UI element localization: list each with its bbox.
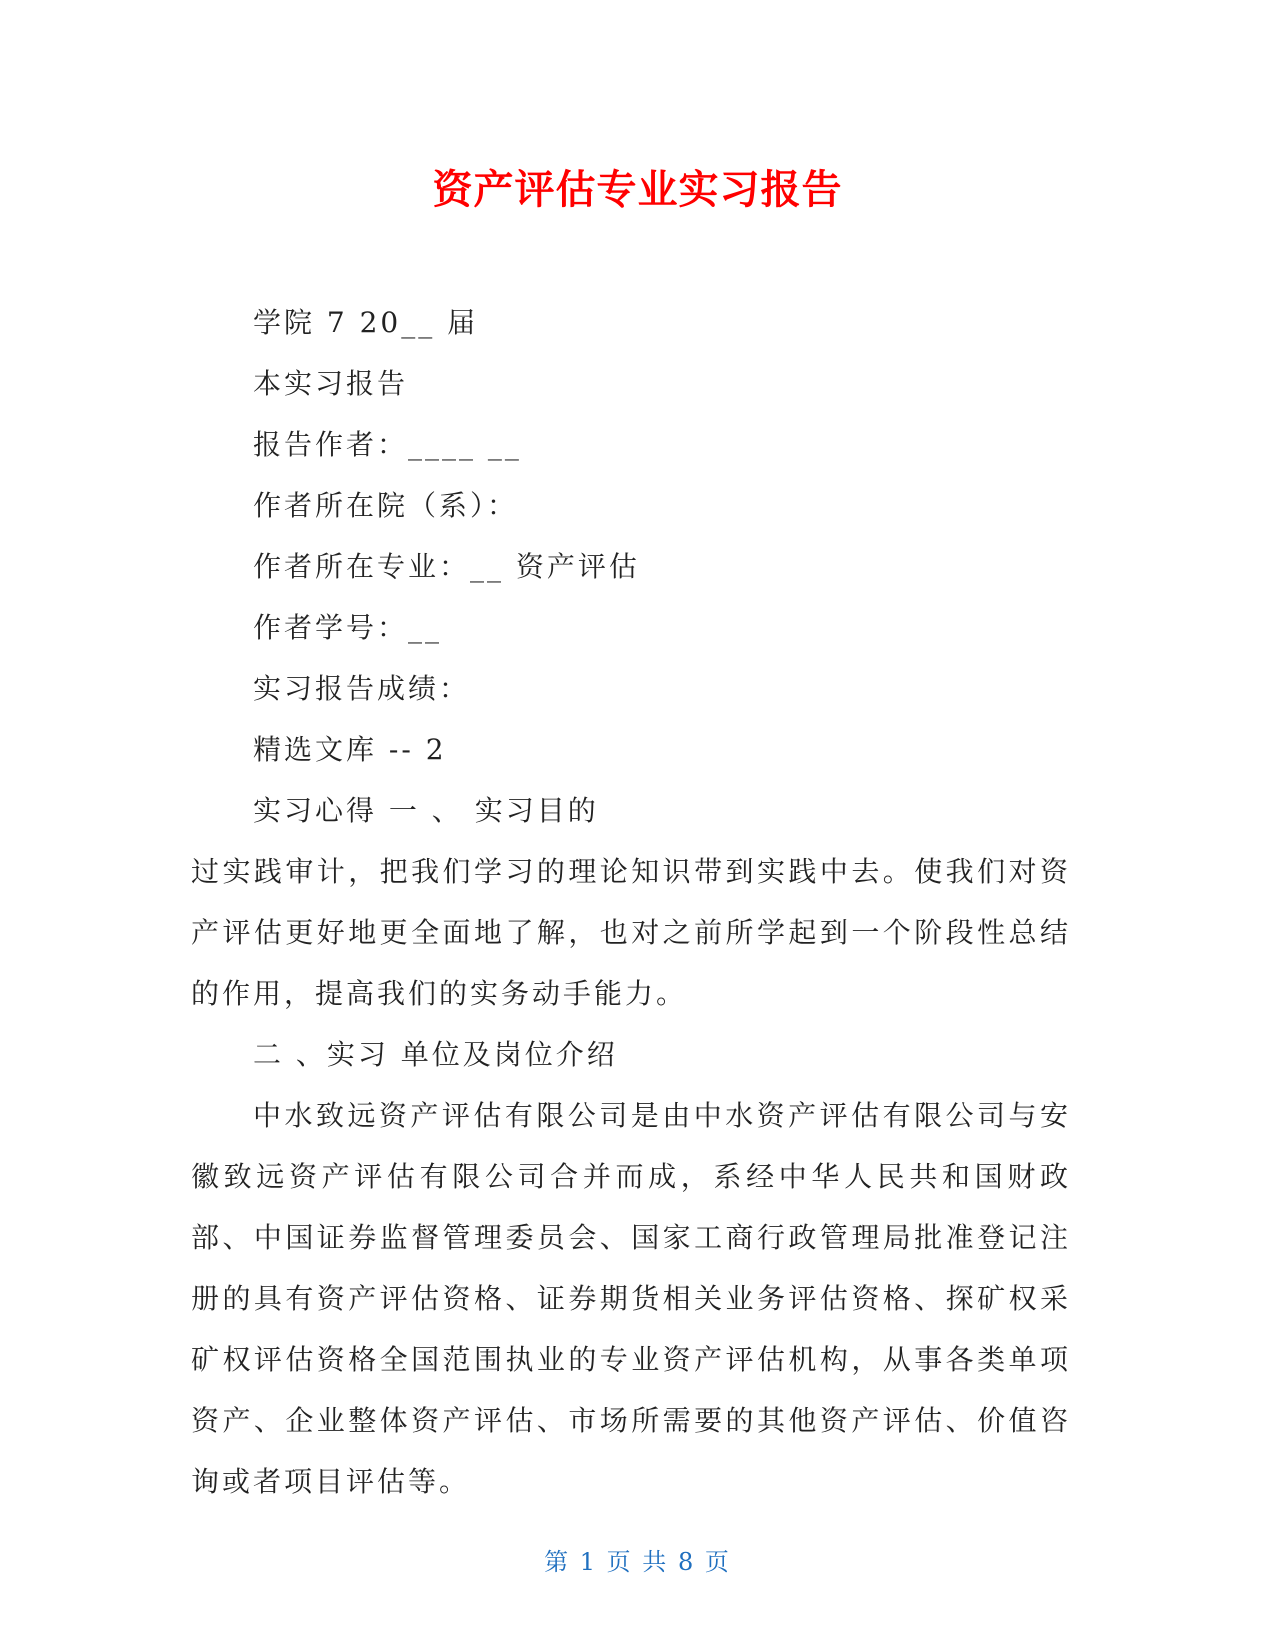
document-body — [191, 292, 1071, 1512]
cover-line-major: 作者所在专业：__ 资产评估 — [253, 550, 640, 583]
paragraph-purpose: 过实践审计，把我们学习的理论知识带到实践中去。使我们对资产评估更好地更全面地了解，也对之前所学起到一个阶段性总结的作用，提高我们的实务动手能力。 — [191, 855, 1071, 1010]
cover-line-college: 学院 7 20__ 届 — [253, 306, 479, 339]
document-title: 资产评估专业实习报告 — [432, 167, 843, 213]
cover-line-department: 作者所在院（系）： — [253, 489, 519, 522]
cover-line-report: 本实习报告 — [253, 367, 409, 400]
cover-line-library: 精选文库 -- 2 — [253, 733, 447, 766]
cover-line-student-id: 作者学号：__ — [253, 611, 443, 644]
cover-line-grade: 实习报告成绩： — [253, 672, 471, 705]
cover-line-author: 报告作者：____ __ — [253, 428, 522, 461]
page-number-footer: 第 1 页 共 8 页 — [544, 1548, 731, 1576]
section-2-heading: 二 、实习 单位及岗位介绍 — [253, 1038, 618, 1071]
section-1-heading: 实习心得 一 、 实习目的 — [253, 794, 599, 827]
paragraph-company-intro: 中水致远资产评估有限公司是由中水资产评估有限公司与安徽致远资产评估有限公司合并而成，系经中华人民共和国财政部、中国证券监督管理委员会、国家工商行政管理局批准登记注册的具有资产评估资格、证券期货相关业务评估资格、探矿权采矿权评估资格全国范围执业的专业资产评估机构，从事各类单项资产、企业整体资产评估、市场所需要的其他资产评估、价值咨询或者项目评估等。 — [191, 1099, 1071, 1498]
